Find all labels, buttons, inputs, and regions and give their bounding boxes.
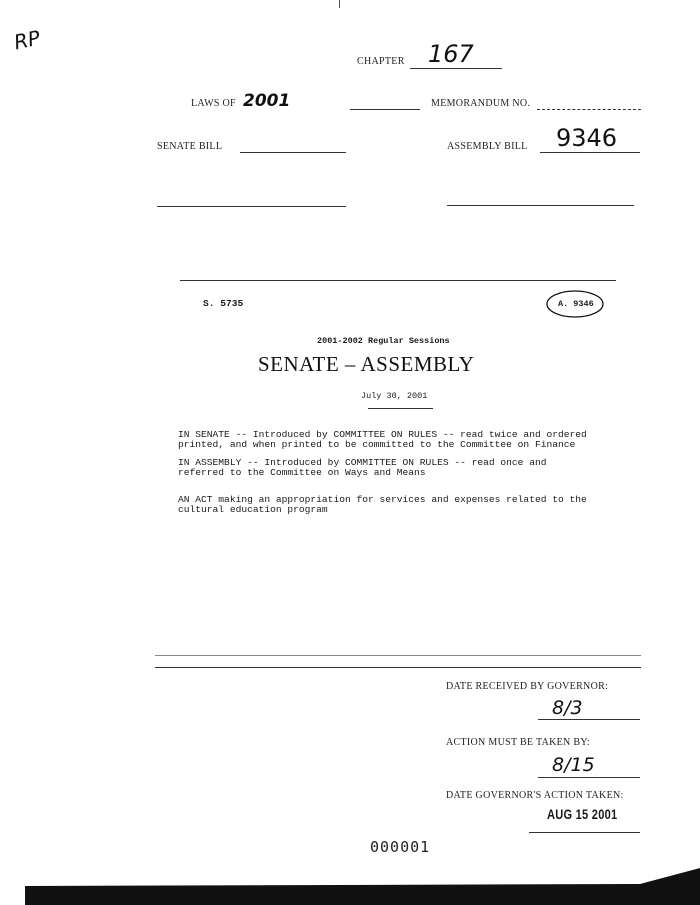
action-by-label: ACTION MUST BE TAKEN BY: — [446, 737, 591, 748]
senate-intro-line-2: printed, and when printed to be committed to the Committee on Finance — [178, 439, 576, 450]
memorandum-line — [537, 109, 641, 110]
chapter-line — [410, 68, 502, 69]
corner-initials: RP — [11, 25, 43, 55]
assembly-intro-line-1: IN ASSEMBLY -- Introduced by COMMITTEE ON RULES -- read once and — [178, 457, 547, 468]
laws-of-label: LAWS OF — [191, 98, 236, 109]
bill-date: July 30, 2001 — [361, 391, 428, 401]
assembly-bill-value: 9346 — [556, 124, 618, 152]
senate-bill-label: SENATE BILL — [157, 141, 223, 152]
session-text: 2001-2002 Regular Sessions — [317, 336, 450, 346]
bottom-divider-2 — [155, 667, 641, 668]
action-taken-stamp: AUG 15 2001 — [547, 807, 618, 822]
memorandum-label: MEMORANDUM NO. — [431, 98, 531, 109]
assembly-intro-line-2: referred to the Committee on Ways and Means — [178, 467, 426, 478]
act-line-1: AN ACT making an appropriation for services and expenses related to the — [178, 494, 587, 505]
date-received-label: DATE RECEIVED BY GOVERNOR: — [446, 681, 609, 692]
assembly-bill-line — [540, 152, 640, 153]
action-by-value: 8/15 — [552, 754, 595, 776]
bill-title: SENATE – ASSEMBLY — [258, 352, 475, 376]
action-by-line — [538, 777, 640, 778]
action-taken-label: DATE GOVERNOR'S ACTION TAKEN: — [446, 790, 624, 801]
chapter-value: 167 — [428, 40, 474, 68]
senate-intro-line-1: IN SENATE -- Introduced by COMMITTEE ON RULES -- read twice and ordered — [178, 429, 587, 440]
scan-mark — [339, 0, 340, 8]
assembly-bill-label: ASSEMBLY BILL — [447, 141, 528, 152]
assembly-bill-number: A. 9346 — [558, 299, 594, 309]
page-number: 000001 — [370, 838, 431, 856]
senate-bill-number: S. 5735 — [203, 298, 244, 309]
assembly-number-circle — [544, 288, 606, 320]
laws-line — [350, 109, 420, 110]
bottom-divider-1 — [155, 655, 641, 656]
date-received-line — [538, 719, 640, 720]
scan-edge-shadow — [0, 868, 700, 905]
blank-line-left — [157, 206, 346, 207]
laws-of-value: 2001 — [243, 91, 291, 111]
date-underline — [368, 408, 433, 409]
act-line-2: cultural education program — [178, 504, 328, 515]
blank-line-right — [447, 205, 634, 206]
section-divider — [180, 280, 616, 281]
chapter-label: CHAPTER — [357, 56, 405, 67]
senate-bill-line — [240, 152, 346, 153]
action-taken-line — [529, 832, 640, 833]
date-received-value: 8/3 — [552, 697, 583, 719]
